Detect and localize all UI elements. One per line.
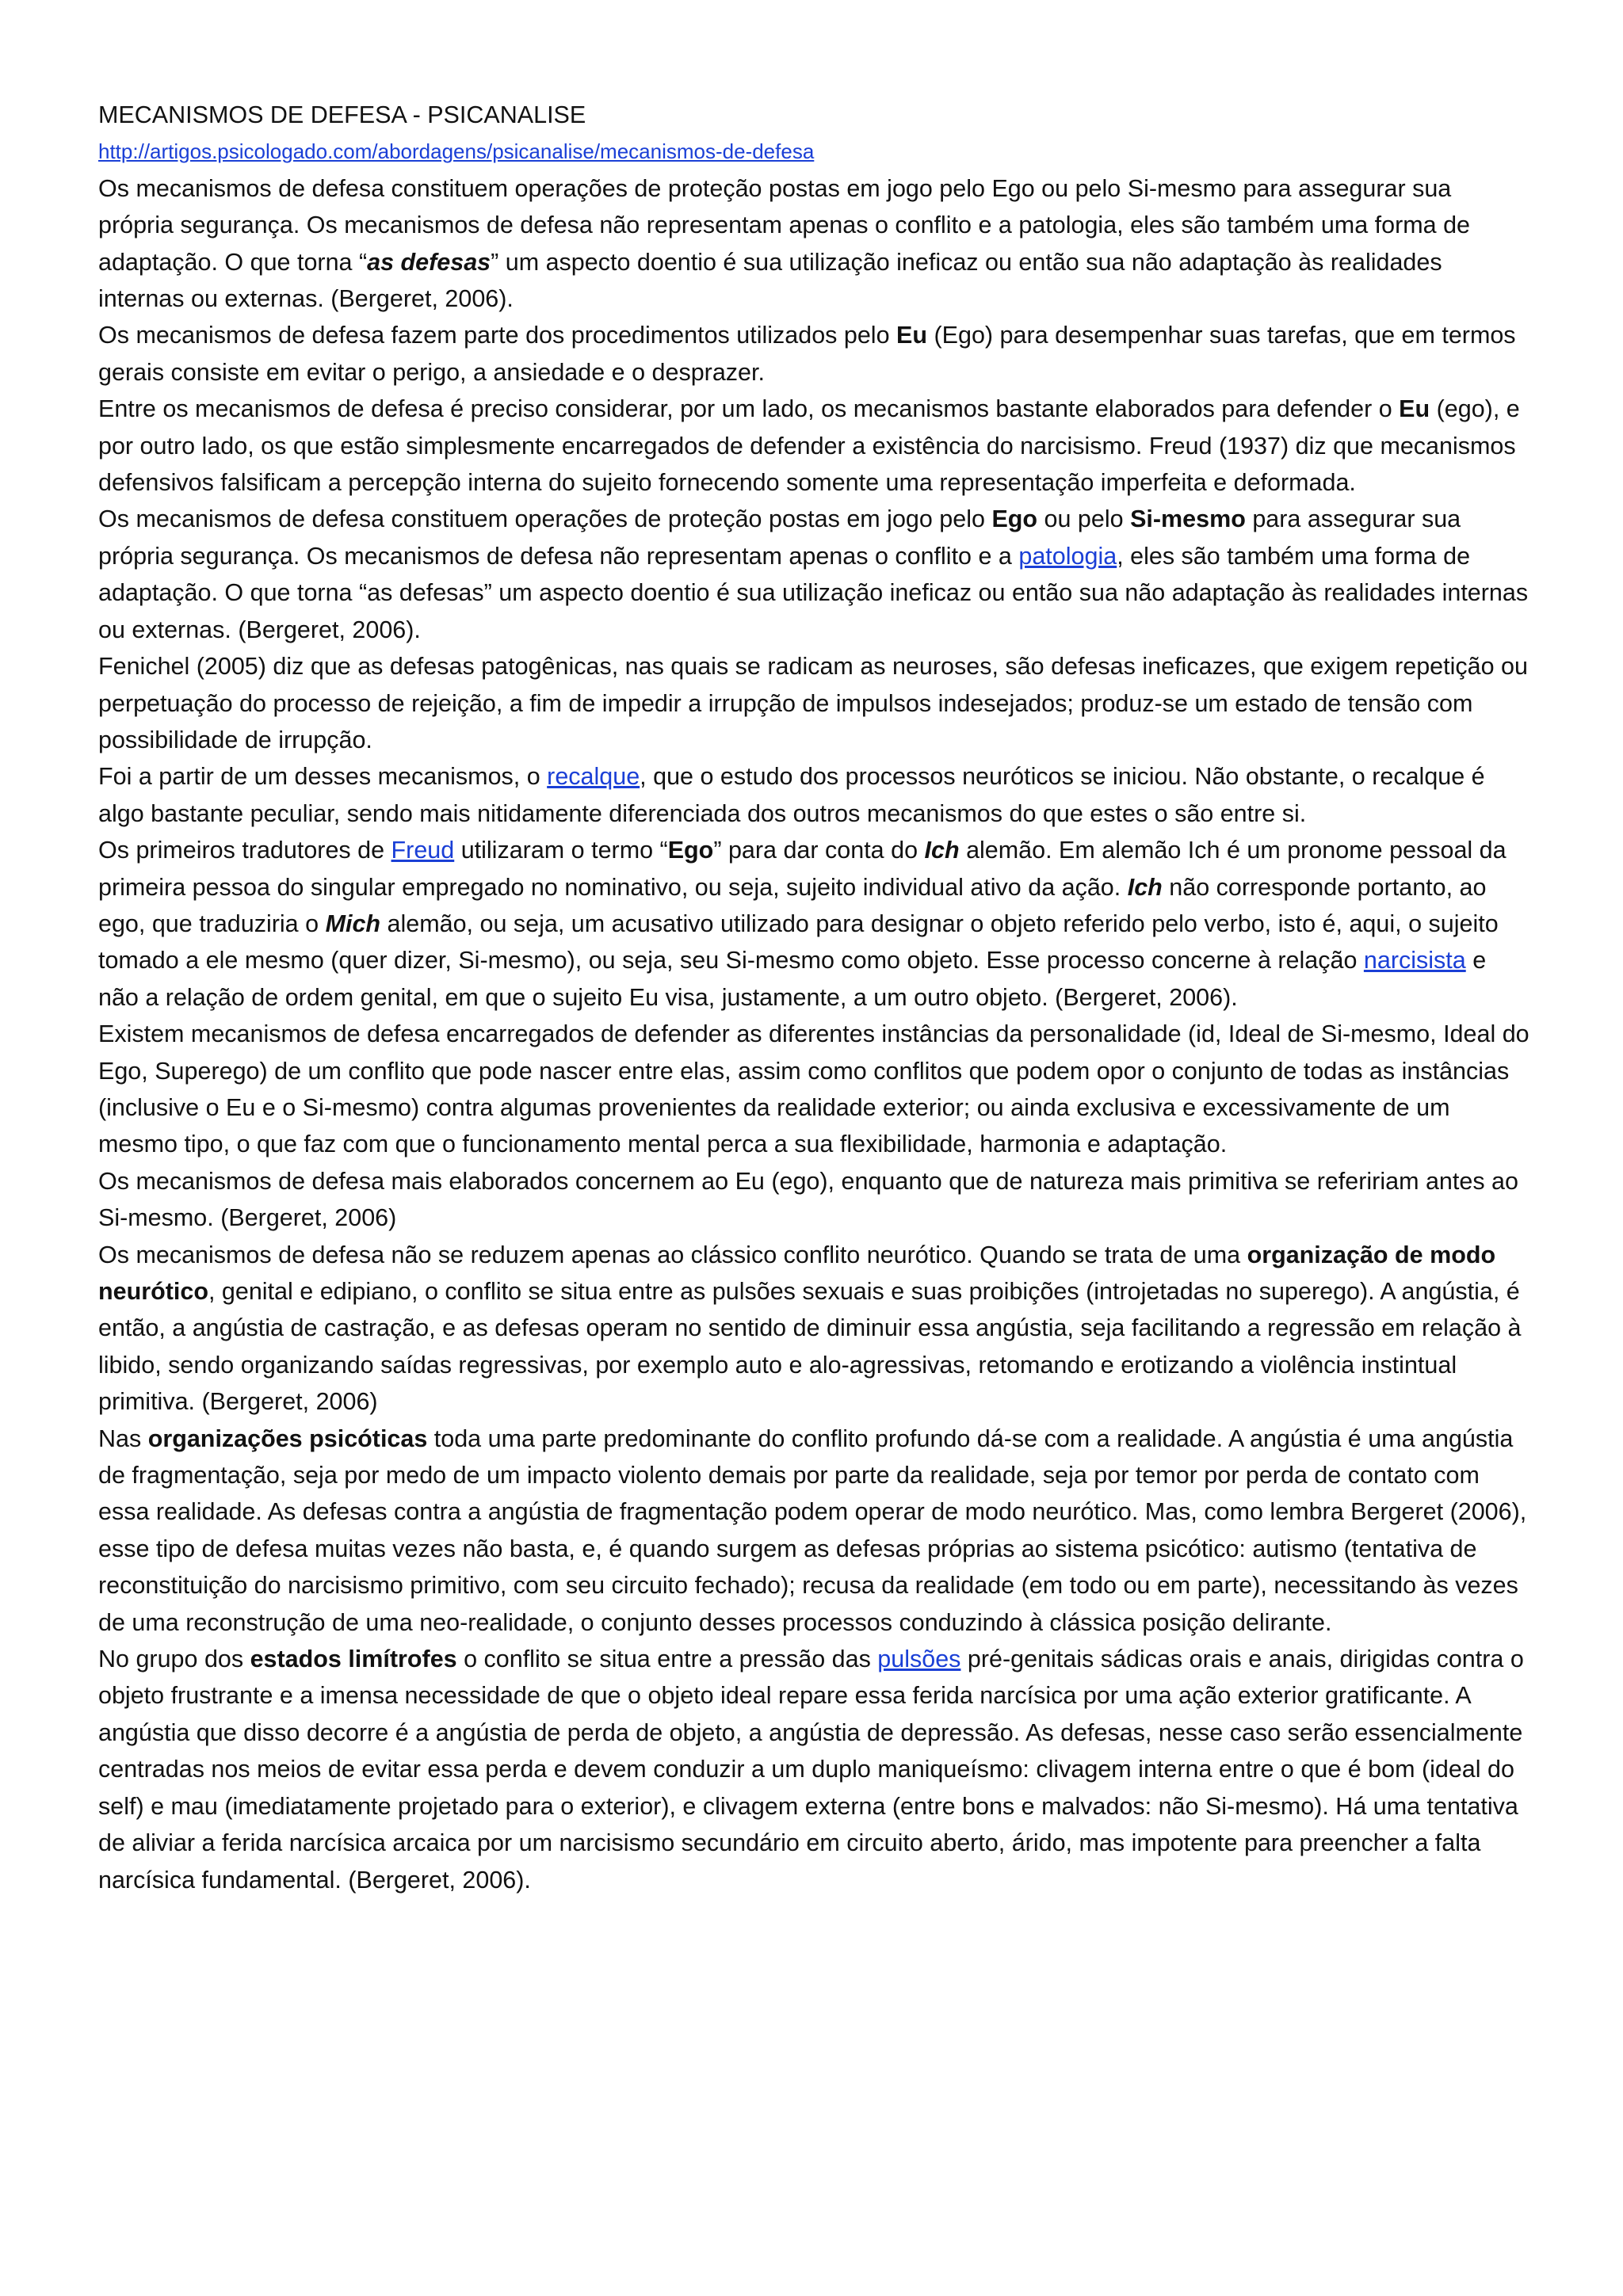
text-run: ” para dar conta do xyxy=(713,837,925,864)
text-run: Entre os mecanismos de defesa é preciso considerar, por um lado, os mecanismos bastante elaborados para defender o xyxy=(98,395,1400,423)
text-run: Nas xyxy=(98,1425,148,1452)
text-run: (ego), e por outro lado, os que estão simplesmente encarregados de defender a existência do narcisismo. Freud (1937) diz que mecanismos defensivos falsificam a percepção interna do sujeito fornecendo somente uma representação imperfeita e deformada. xyxy=(98,395,1520,497)
paragraph xyxy=(98,648,1533,758)
document-body xyxy=(98,170,1533,1898)
bold-text: Eu xyxy=(896,322,928,349)
text-run: o conflito se situa entre a pressão das xyxy=(456,1646,878,1673)
bold-italic-text: Mich xyxy=(325,910,381,937)
text-run: ou pelo xyxy=(1037,505,1131,533)
text-run: Existem mecanismos de defesa encarregados de defender as diferentes instâncias da personalidade (id, Ideal de Si-mesmo, Ideal do Ego, Superego) de um conflito que pode nascer entre elas, assim como conflitos que podem opor o conjunto de todas as instâncias (inclusive o Eu e o Si-mesmo) contra algumas provenientes da realidade exterior; ou ainda exclusiva e excessivamente de um mesmo tipo, o que faz com que o funcionamento mental perca a sua flexibilidade, harmonia e adaptação. xyxy=(98,1020,1529,1158)
paragraph xyxy=(98,758,1533,832)
paragraph xyxy=(98,317,1533,391)
paragraph xyxy=(98,501,1533,648)
text-run: alemão, ou seja, um acusativo utilizado para designar o objeto referido pelo verbo, isto é, aqui, o sujeito tomado a ele mesmo (quer dizer, Si-mesmo), ou seja, seu Si-mesmo como objeto. Esse processo concerne à relação xyxy=(98,910,1499,974)
text-run: para assegurar sua própria segurança. Os mecanismos de defesa não representam apenas o conflito e a xyxy=(98,505,1461,570)
inline-link[interactable]: recalque xyxy=(547,763,640,791)
text-run: Os mecanismos de defesa constituem operações de proteção postas em jogo pelo xyxy=(98,505,992,533)
text-run: ” um aspecto doentio é sua utilização ineficaz ou então sua não adaptação às realidades internas ou externas. (Bergeret, 2006). xyxy=(98,248,1442,313)
text-run: Os mecanismos de defesa não se reduzem apenas ao clássico conflito neurótico. Quando se trata de uma xyxy=(98,1241,1247,1268)
inline-link[interactable]: patologia xyxy=(1018,542,1117,570)
paragraph xyxy=(98,391,1533,501)
text-run: (Ego) para desempenhar suas tarefas, que em termos gerais consiste em evitar o perigo, a ansiedade e o desprazer. xyxy=(98,322,1516,386)
paragraph xyxy=(98,1016,1533,1163)
bold-italic-text: Ich xyxy=(924,837,960,864)
bold-text: estados limítrofes xyxy=(250,1646,457,1673)
text-run: Foi a partir de um desses mecanismos, o xyxy=(98,763,548,791)
text-run: Os mecanismos de defesa fazem parte dos procedimentos utilizados pelo xyxy=(98,322,897,349)
text-run: , genital e edipiano, o conflito se situa entre as pulsões sexuais e suas proibições (introjetadas no superego). A angústia, é então, a angústia de castração, e as defesas operam no sentido de diminuir essa angústia, seja facilitando a regressão em relação à libido, sendo organizando saídas regressivas, por exemplo auto e alo-agressivas, retomando e erotizando a violência instintual primitiva. (Bergeret, 2006) xyxy=(98,1278,1522,1416)
text-run: Fenichel (2005) diz que as defesas patogênicas, nas quais se radicam as neuroses, são defesas ineficazes, que exigem repetição ou perpetuação do processo de rejeição, a fim de impedir a irrupção de impulsos indesejados; produz-se um estado de tensão com possibilidade de irrupção. xyxy=(98,653,1528,753)
bold-text: organizações psicóticas xyxy=(147,1425,428,1452)
bold-text: organização de modo neurótico xyxy=(98,1241,1496,1305)
inline-link[interactable]: narcisista xyxy=(1363,947,1466,974)
text-run: Os mecanismos de defesa constituem operações de proteção postas em jogo pelo Ego ou pelo Si-mesmo para assegurar sua própria segurança. Os mecanismos de defesa não representam apenas o conflito e a patologia, eles são também uma forma de adaptação. O que torna “ xyxy=(98,174,1471,276)
bold-italic-text: Ich xyxy=(1127,873,1163,901)
bold-text: Ego xyxy=(667,837,714,864)
bold-text: Eu xyxy=(1399,395,1430,423)
source-link[interactable]: http://artigos.psicologado.com/abordagens/psicanalise/mecanismos-de-defesa xyxy=(98,139,815,164)
paragraph xyxy=(98,170,1533,318)
paragraph xyxy=(98,1421,1533,1641)
inline-link[interactable]: pulsões xyxy=(877,1646,961,1673)
paragraph xyxy=(98,1163,1533,1237)
text-run: Os mecanismos de defesa mais elaborados concernem ao Eu (ego), enquanto que de natureza mais primitiva se refeririam antes ao Si-mesmo. (Bergeret, 2006) xyxy=(98,1167,1518,1232)
text-run: , que o estudo dos processos neuróticos se iniciou. Não obstante, o recalque é algo bastante peculiar, sendo mais nitidamente diferenciada dos outros mecanismos do que estes o são entre si. xyxy=(98,763,1485,827)
text-run: pré-genitais sádicas orais e anais, dirigidas contra o objeto frustrante e a imensa necessidade de que o objeto ideal repare essa ferida narcísica por uma ação exterior gratificante. A angústia que disso decorre é a angústia de perda de objeto, a angústia de depressão. As defesas, nesse caso serão essencialmente centradas nos meios de evitar essa perda e devem conduzir a um duplo maniqueísmo: clivagem interna entre o que é bom (ideal do self) e mau (imediatamente projetado para o exterior), e clivagem externa (entre bons e malvados: não Si-mesmo). Há uma tentativa de aliviar a ferida narcísica arcaica por um narcisismo secundário em circuito aberto, árido, mas impotente para preencher a falta narcísica fundamental. (Bergeret, 2006). xyxy=(98,1646,1524,1894)
paragraph xyxy=(98,832,1533,1016)
paragraph xyxy=(98,1237,1533,1421)
text-run: No grupo dos xyxy=(98,1646,250,1673)
document-title: MECANISMOS DE DEFESA - PSICANALISE xyxy=(98,101,586,128)
text-run: alemão. Em alemão Ich é um pronome pessoal da primeira pessoa do singular empregado no nominativo, ou seja, sujeito individual ativo da ação. xyxy=(98,837,1507,901)
text-run: e não a relação de ordem genital, em que o sujeito Eu visa, justamente, a um outro objeto. (Bergeret, 2006). xyxy=(98,947,1487,1011)
paragraph xyxy=(98,1641,1533,1898)
text-run: Os primeiros tradutores de xyxy=(98,837,391,864)
text-run: toda uma parte predominante do conflito profundo dá-se com a realidade. A angústia é uma angústia de fragmentação, seja por medo de um impacto violento demais por parte da realidade, seja por temor por perda de contato com essa realidade. As defesas contra a angústia de fragmentação podem operar de modo neurótico. Mas, como lembra Bergeret (2006), esse tipo de defesa muitas vezes não basta, e, é quando surgem as defesas próprias ao sistema psicótico: autismo (tentativa de reconstituição do narcisismo primitivo, com seu circuito fechado); recusa da realidade (em todo ou em parte), necessitando às vezes de uma reconstrução de uma neo-realidade, o conjunto desses processos conduzindo à clássica posição delirante. xyxy=(98,1425,1527,1636)
text-run: , eles são também uma forma de adaptação. O que torna “as defesas” um aspecto doentio é sua utilização ineficaz ou então sua não adaptação às realidades internas ou externas. (Bergeret, 2006). xyxy=(98,542,1529,643)
bold-italic-text: as defesas xyxy=(367,248,491,276)
inline-link[interactable]: Freud xyxy=(391,837,455,864)
bold-text: Ego xyxy=(991,505,1038,533)
text-run: utilizaram o termo “ xyxy=(454,837,668,864)
document-page xyxy=(98,97,1533,1898)
text-run: não corresponde portanto, ao ego, que traduziria o xyxy=(98,873,1487,937)
bold-text: Si-mesmo xyxy=(1130,505,1246,533)
